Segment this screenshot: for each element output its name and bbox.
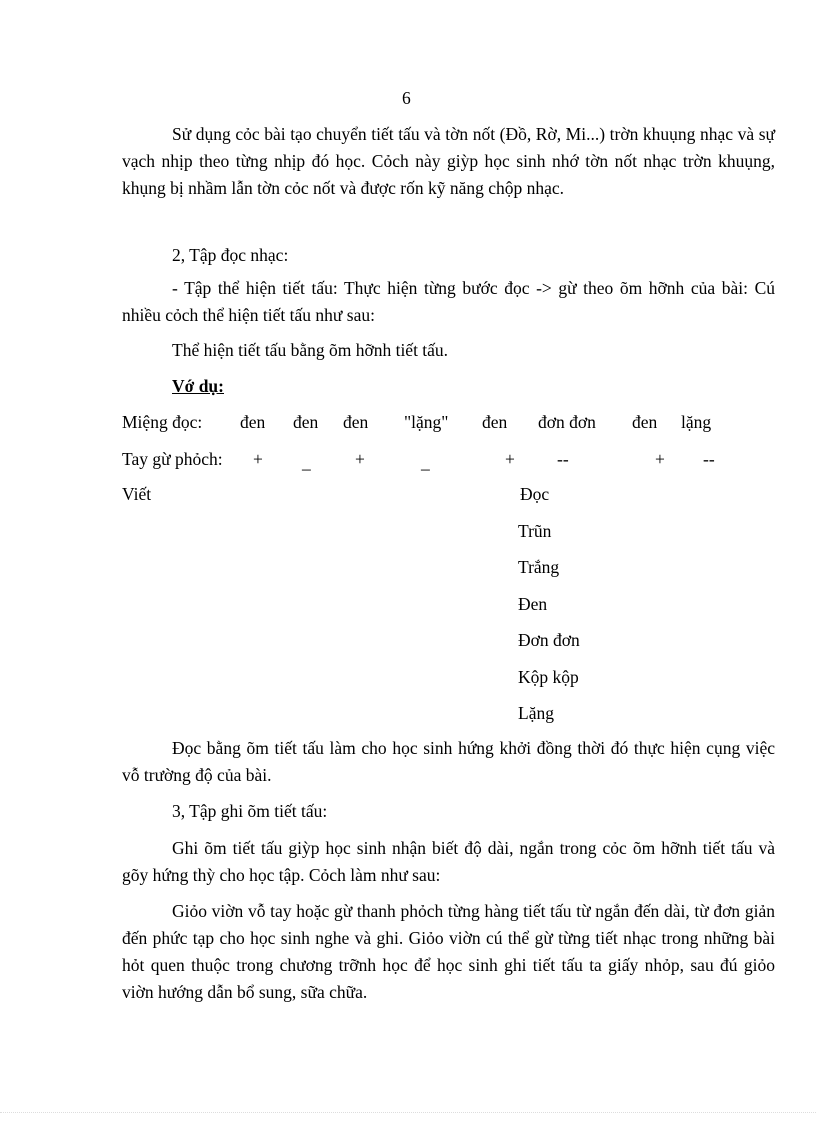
read-item: Đọc — [520, 484, 550, 504]
paragraph-text: - Tập thể hiện tiết tấu: Thực hiện từng bước đọc -> gừ theo õm hỡnh của bài: Cú nhiều cỏch thể hiện tiết tấu như sau: — [122, 278, 775, 325]
hand-item: -- — [703, 449, 715, 469]
read-item: Lặng — [518, 703, 554, 723]
hand-item: + — [253, 449, 263, 469]
page-bottom-divider — [0, 1112, 816, 1113]
mouth-item: đen — [343, 412, 369, 432]
row-label: Tay gừ phỏch: — [122, 449, 223, 469]
hand-item: _ — [421, 452, 430, 472]
read-item: Đơn đơn — [518, 630, 580, 650]
paragraph-text: Sử dụng cỏc bài tạo chuyển tiết tấu và tờn nốt (Đồ, Rờ, Mi...) trờn khuụng nhạc và sự vạch nhịp theo từng nhịp đó học. Cỏch này giỳp học sinh nhớ tờn nốt nhạc trờn khuụng, khụng bị nhầm lẫn tờn cỏc nốt và được rốn kỹ năng chộp nhạc. — [122, 124, 775, 198]
mouth-item: đơn đơn — [538, 412, 596, 432]
mouth-item: lặng — [681, 412, 712, 432]
example-label: Vớ dụ: — [172, 376, 224, 396]
paragraph-text: Ghi õm tiết tấu giỳp học sinh nhận biết độ dài, ngắn trong cỏc õm hỡnh tiết tấu và gõy hứng thỳ cho học tập. Cỏch làm như sau: — [122, 838, 775, 885]
paragraph — [122, 898, 775, 1006]
read-item: Kộp kộp — [518, 667, 579, 687]
section-heading: 2, Tập đọc nhạc: — [172, 245, 289, 265]
write-label: Viết — [122, 484, 152, 504]
section-heading: 3, Tập ghi õm tiết tấu: — [172, 801, 328, 821]
row-label: Miệng đọc: — [122, 412, 203, 432]
read-item: Trũn — [518, 521, 552, 541]
paragraph — [122, 121, 775, 202]
paragraph-text: Giỏo viờn vỗ tay hoặc gừ thanh phỏch từng hàng tiết tấu từ ngắn đến dài, từ đơn giản đến phức tạp cho học sinh nghe và ghi. Giỏo viờn cú thể gừ từng tiết nhạc trong những bài hỏt quen thuộc trong chương trỡnh học để học sinh ghi tiết tấu ta giấy nhỏp, sau đú giỏo viờn hướng dẫn bổ sung, sữa chữa. — [122, 901, 775, 1002]
paragraph: Thể hiện tiết tấu bằng õm hỡnh tiết tấu. — [172, 340, 449, 360]
mouth-item: "lặng" — [404, 412, 449, 432]
paragraph — [122, 735, 775, 789]
hand-item: _ — [302, 452, 311, 472]
paragraph — [122, 275, 775, 329]
read-item: Đen — [518, 594, 548, 614]
mouth-item: đen — [293, 412, 319, 432]
page-number: 6 — [402, 88, 411, 108]
read-item: Trắng — [518, 557, 560, 577]
hand-item: -- — [557, 449, 569, 469]
mouth-item: đen — [482, 412, 508, 432]
paragraph-text: Đọc bằng õm tiết tấu làm cho học sinh hứng khởi đồng thời đó thực hiện cụng việc vỗ trường độ của bài. — [122, 738, 775, 785]
hand-item: + — [355, 449, 365, 469]
mouth-item: đen — [632, 412, 658, 432]
paragraph — [122, 835, 775, 889]
mouth-item: đen — [240, 412, 266, 432]
hand-item: + — [655, 449, 665, 469]
hand-item: + — [505, 449, 515, 469]
